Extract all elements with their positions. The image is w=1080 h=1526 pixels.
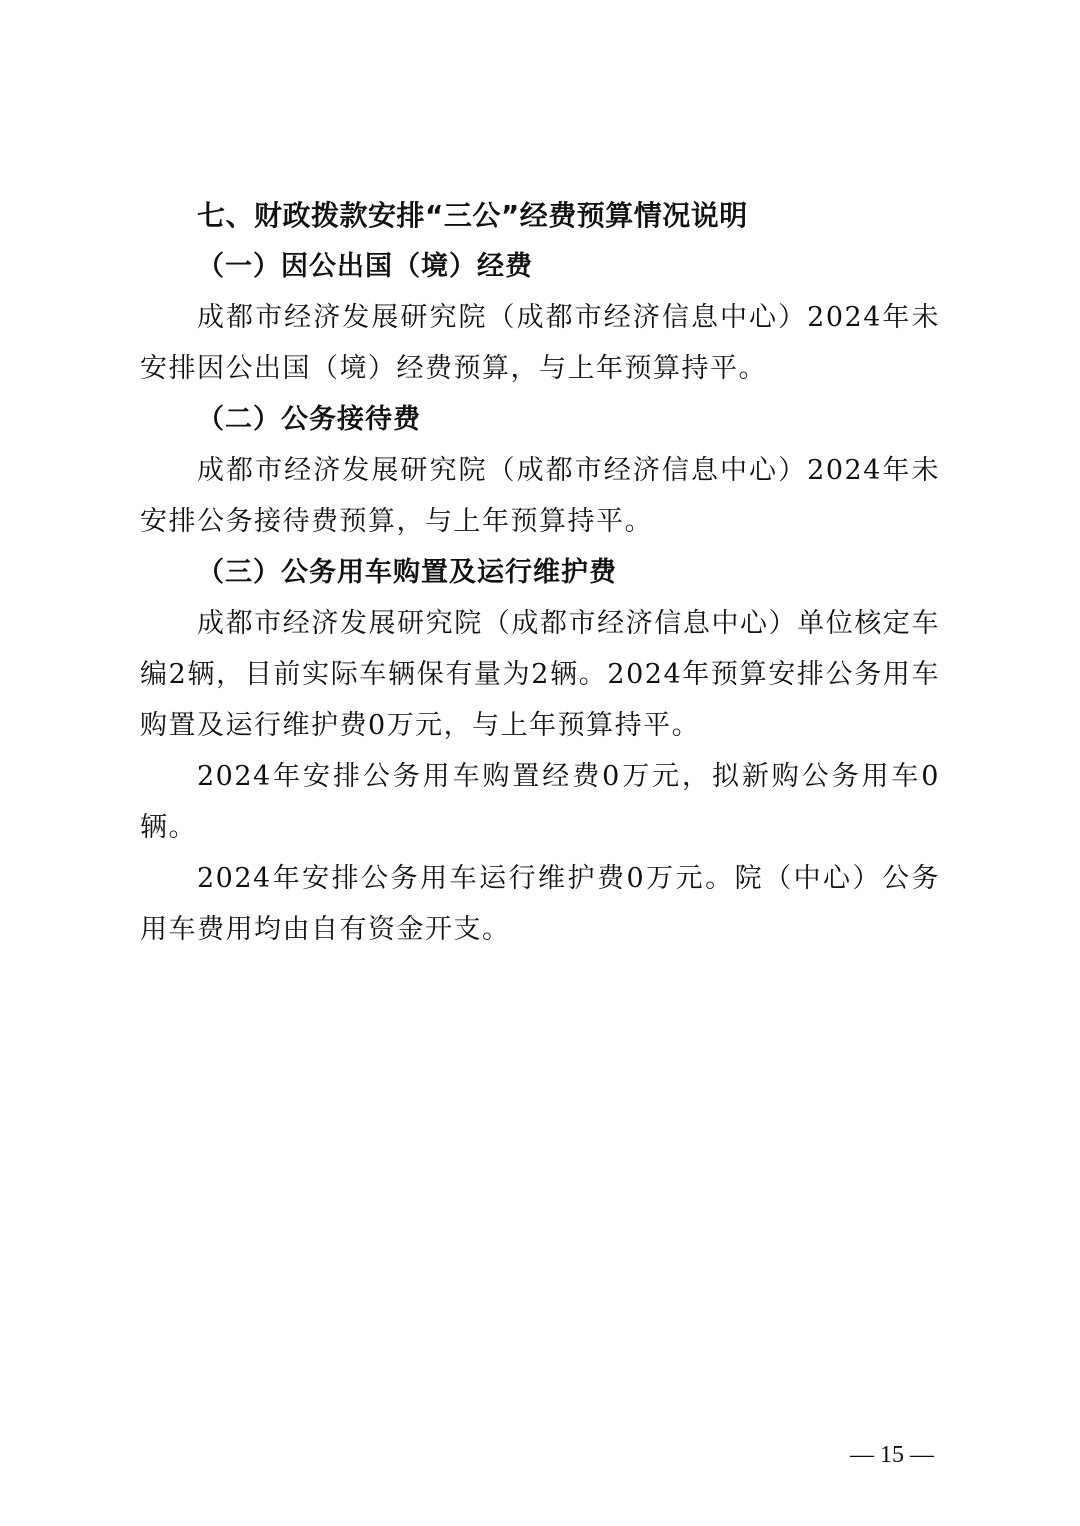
- paragraph-5: 2024年安排公务用车运行维护费0万元。院（中心）公务用车费用均由自有资金开支。: [140, 863, 940, 945]
- paragraph-1: 成都市经济发展研究院（成都市经济信息中心）2024年未安排因公出国（境）经费预算，与上年预算持平。: [140, 302, 940, 384]
- document-body: [140, 190, 940, 955]
- paragraph-4: 2024年安排公务用车购置经费0万元，拟新购公务用车0辆。: [140, 761, 940, 843]
- subsection-title-1: （一）因公出国（境）经费: [197, 251, 533, 282]
- subsection-title-2: （二）公务接待费: [197, 404, 421, 435]
- subsection-title-3: （三）公务用车购置及运行维护费: [197, 557, 617, 588]
- paragraph-3: 成都市经济发展研究院（成都市经济信息中心）单位核定车编2辆，目前实际车辆保有量为2辆。2024年预算安排公务用车购置及运行维护费0万元，与上年预算持平。: [140, 608, 940, 741]
- section-title: 七、财政拨款安排“三公”经费预算情况说明: [197, 199, 748, 232]
- page-number: — 15 —: [850, 1442, 934, 1468]
- paragraph-2: 成都市经济发展研究院（成都市经济信息中心）2024年未安排公务接待费预算，与上年预算持平。: [140, 455, 940, 537]
